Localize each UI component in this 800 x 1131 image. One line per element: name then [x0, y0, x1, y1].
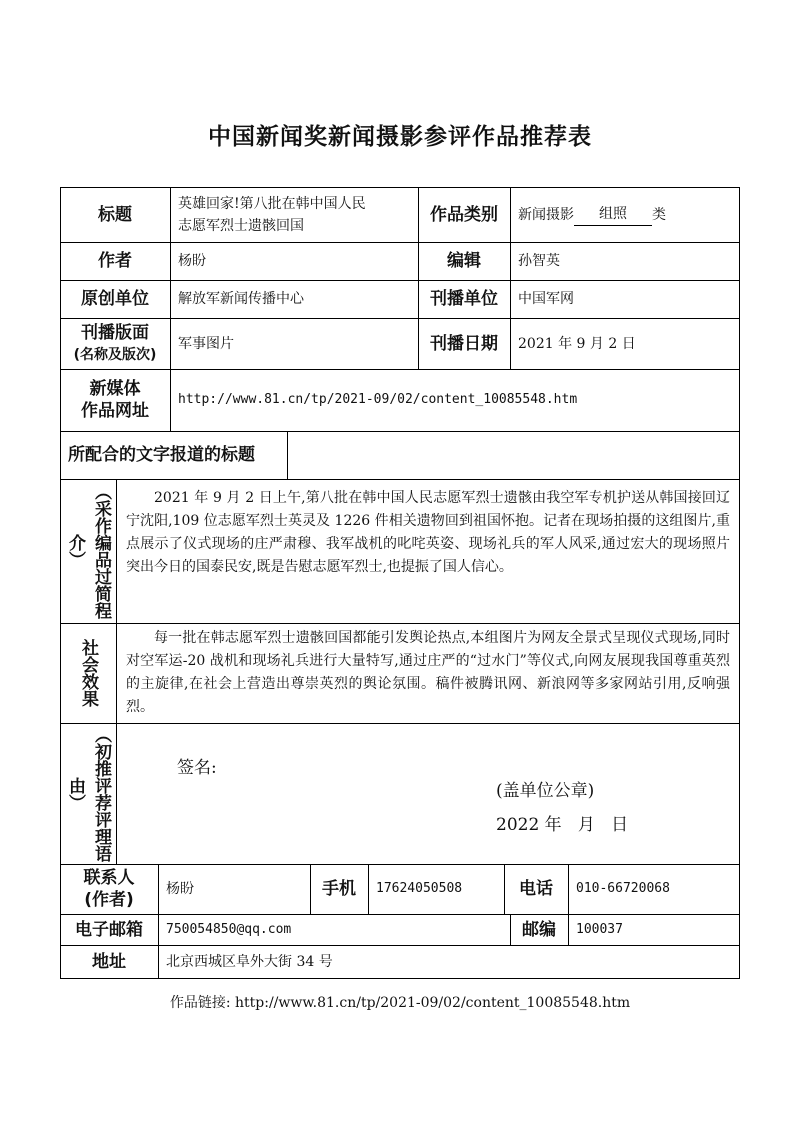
label-postcode: 邮编 [522, 919, 556, 940]
value-effect: 每一批在韩志愿军烈士遗骸回国都能引发舆论热点,本组图片为网友全景式呈现仪式现场,同时对空军运-20 战机和现场礼兵进行大量特写,通过庄严的“过水门”等仪式,向网友展现我国尊重英烈的主旋律,在社会上营造出尊崇英烈的舆论氛围。稿件被腾讯网、新浪网等多家网站引用,反响强烈。 [126, 630, 730, 715]
label-email: 电子邮箱 [75, 919, 143, 940]
seal-note: (盖单位公章) [496, 781, 595, 801]
label-category: 作品类别 [430, 204, 498, 225]
row-divider [60, 623, 740, 624]
label-newmedia-line1: 新媒体 [89, 379, 141, 399]
category-fill: 组照 [574, 203, 652, 226]
label-contact-line1: 联系人 [83, 868, 135, 888]
value-pub-unit: 中国军网 [518, 291, 574, 307]
value-process: 2021 年 9 月 2 日上午,第八批在韩中国人民志愿军烈士遗骸由我空军专机护送从韩国接回辽宁沈阳,109 位志愿军烈士英灵及 1226 件相关遗物回到祖国怀抱。记者在现场拍摄的这组图片,重点展示了仪式现场的庄严肃穆、我军战机的叱咤英姿、现场礼兵的军人风采,通过宏大的现场照片突出今日的国泰民安,既是告慰志愿军烈士,也提振了国人信心。 [126, 490, 730, 575]
value-author: 杨盼 [178, 253, 206, 269]
date-line: 2022 年 月 日 [496, 815, 629, 835]
value-title-line1: 英雄回家!第八批在韩中国人民 [178, 195, 366, 212]
label-title: 标题 [98, 204, 132, 225]
label-pub-date: 刊播日期 [430, 333, 498, 354]
column-divider [116, 479, 117, 864]
value-mobile: 17624050508 [376, 881, 463, 896]
value-newmedia-url[interactable]: http://www.81.cn/tp/2021-09/02/content_10085548.htm [178, 392, 578, 407]
row-divider [60, 723, 740, 724]
category-prefix: 新闻摄影 [518, 206, 574, 223]
value-title [170, 187, 418, 242]
document-title: 中国新闻奖新闻摄影参评作品推荐表 [208, 124, 592, 150]
label-contact-line2: (作者) [84, 890, 134, 910]
label-pub-unit: 刊播单位 [430, 289, 498, 309]
label-related-title: 所配合的文字报道的标题 [68, 445, 255, 465]
label-effect: 社会效果 [78, 639, 98, 707]
table-border-bottom [60, 978, 740, 979]
value-pub-date: 2021 年 9 月 2 日 [518, 335, 636, 352]
label-newmedia-url [60, 369, 170, 431]
label-phone: 电话 [519, 879, 553, 899]
label-contact [60, 864, 158, 914]
label-section-line2: (名称及版次) [73, 346, 157, 363]
value-category [510, 187, 740, 242]
value-address: 北京西城区阜外大街 34 号 [166, 953, 333, 970]
value-origin-unit: 解放军新闻传播中心 [178, 291, 304, 307]
label-newmedia-line2: 作品网址 [81, 401, 149, 421]
label-process: ︵采作编品过简程介︶ [65, 483, 111, 619]
category-suffix: 类 [652, 206, 666, 223]
label-author: 作者 [98, 251, 132, 271]
value-phone: 010-66720068 [576, 881, 670, 896]
value-related-title [287, 431, 740, 479]
label-section-line1: 刊播版面 [81, 322, 149, 343]
value-editor: 孙智英 [518, 253, 560, 269]
label-address: 地址 [92, 951, 126, 972]
value-section: 军事图片 [178, 335, 234, 352]
signature-label: 签名: [177, 758, 217, 778]
recommendation-form-table [60, 187, 740, 979]
row-divider [60, 479, 740, 480]
footer-link[interactable]: 作品链接: http://www.81.cn/tp/2021-09/02/content_10085548.htm [169, 995, 631, 1011]
label-reason: ︵初推评荐评理语由︶ [65, 725, 111, 862]
label-origin-unit: 原创单位 [81, 289, 149, 309]
value-title-line2: 志愿军烈士遗骸回国 [178, 217, 304, 234]
label-section [60, 318, 170, 369]
label-editor: 编辑 [447, 251, 481, 271]
value-contact: 杨盼 [166, 881, 194, 897]
value-email[interactable]: 750054850@qq.com [166, 921, 292, 937]
label-mobile: 手机 [322, 879, 356, 899]
value-postcode: 100037 [576, 921, 623, 937]
